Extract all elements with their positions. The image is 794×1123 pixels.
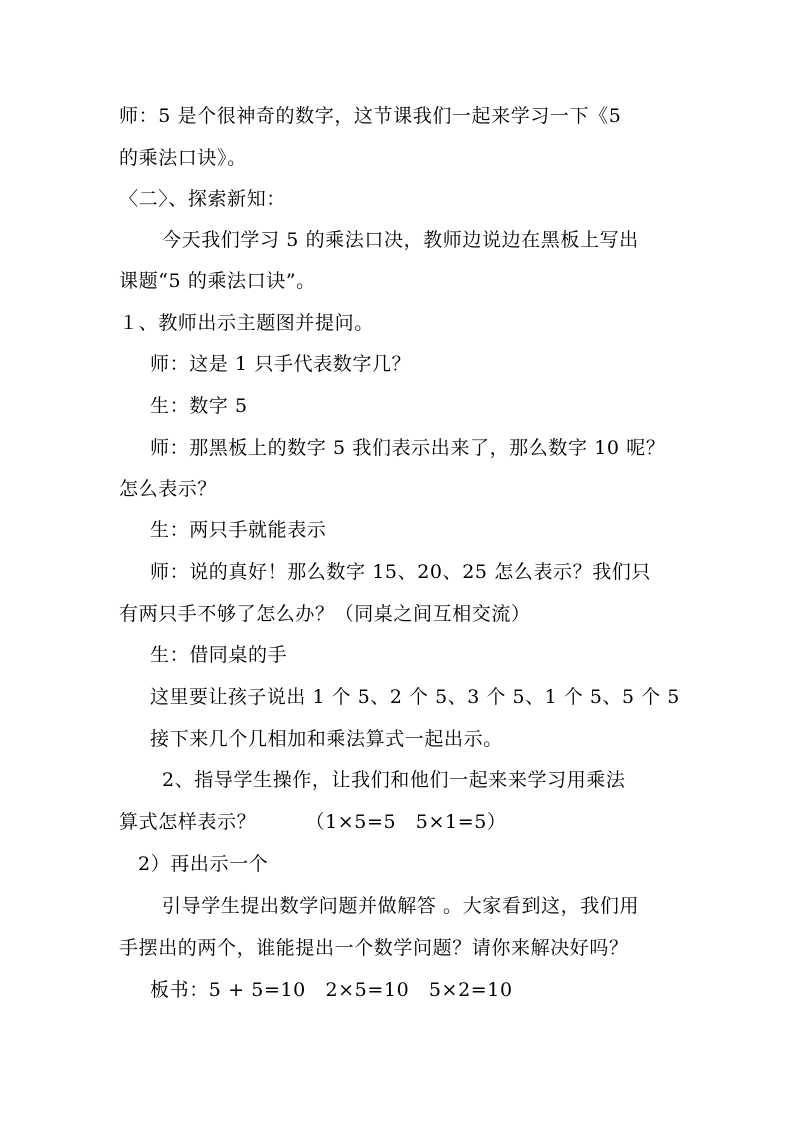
section-heading: 〈二〉、探索新知： — [119, 188, 286, 210]
text-line-21: 手摆出的两个，谁能提出一个数学问题？请你来解决好吗？ — [119, 937, 629, 959]
dialog-line-3: 师：那黑板上的数字 5 我们表示出来了，那么数字 10 呢？ — [150, 437, 666, 459]
text-line-2: 的乘法口诀》。 — [119, 147, 247, 169]
list-item-1: １、教师出示主题图并提问。 — [119, 312, 374, 334]
dialog-line-1: 师：这是 1 只手代表数字几？ — [150, 353, 412, 375]
list-item-2: 2、指导学生操作，让我们和他们一起来来学习用乘法 — [162, 769, 626, 791]
text-line-4: 今天我们学习 5 的乘法口决，教师边说边在黑板上写出 — [162, 229, 639, 251]
dialog-line-5: 师：说的真好！那么数字 15、20、25 怎么表示？我们只 — [150, 561, 652, 583]
text-line-5: 课题“5 的乘法口诀”。 — [119, 270, 316, 292]
board-writing: 板书：5 + 5=10 2×5=10 5×2=10 — [150, 979, 513, 1001]
text-line-16: 接下来几个几相加和乘法算式一起出示。 — [150, 728, 503, 750]
dialog-line-6: 生：借同桌的手 — [150, 644, 288, 666]
list-item-3: 2）再出示一个 — [138, 853, 269, 875]
text-line-18: 算式怎样表示？ （1×5=5 5×1=5） — [119, 811, 507, 833]
dialog-line-2: 生：数字 5 — [150, 395, 248, 417]
dialog-line-4: 生：两只手就能表示 — [150, 519, 327, 541]
dialog-line-3-cont: 怎么表示？ — [119, 478, 218, 500]
dialog-line-5-cont: 有两只手不够了怎么办？（同桌之间互相交流） — [119, 603, 531, 625]
text-line-20: 引导学生提出数学问题并做解答 。大家看到这，我们用 — [162, 895, 640, 917]
text-line-1: 师：5 是个很神奇的数字，这节课我们一起来学习一下《5 — [119, 105, 622, 127]
text-line-15: 这里要让孩子说出 1 个 5、2 个 5、3 个 5、1 个 5、5 个 5 — [150, 686, 680, 708]
